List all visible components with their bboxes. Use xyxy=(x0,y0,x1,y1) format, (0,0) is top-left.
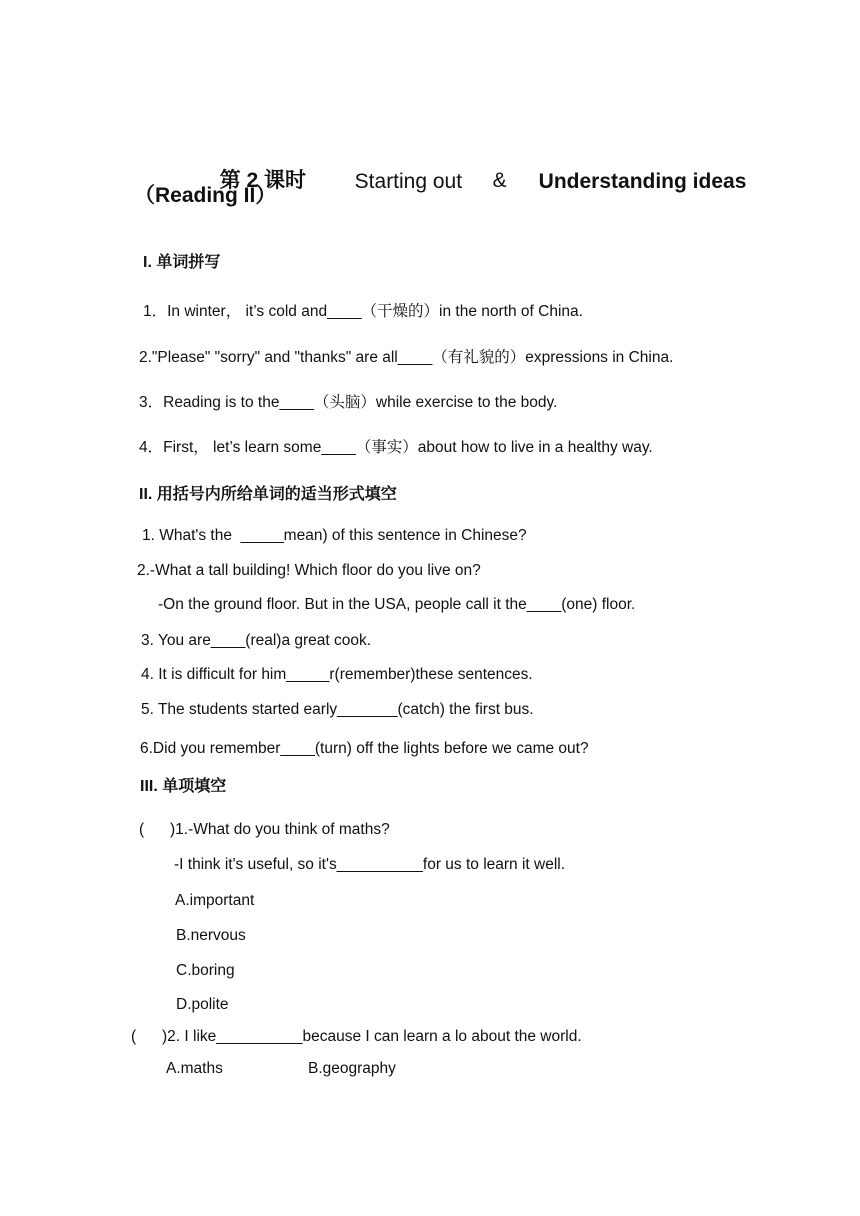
section2-heading: II. 用括号内所给单词的适当形式填空 xyxy=(139,486,397,503)
question-1-option-d: D.polite xyxy=(176,996,229,1013)
section2-item-4: 4. It is difficult for him_____r(remember)these sentences. xyxy=(141,666,533,683)
question-2-option-a: A.maths xyxy=(166,1060,223,1077)
section3-heading: III. 单项填空 xyxy=(140,778,227,795)
title-part1: Starting out xyxy=(354,170,463,193)
section2-item-5: 5. The students started early_______(catch) the first bus. xyxy=(141,701,534,718)
lesson-label: 第 2 课时 xyxy=(219,169,307,192)
section2-item-2: 2.-What a tall building! Which floor do you live on? xyxy=(137,562,481,579)
title-subtitle: （Reading II） xyxy=(134,184,277,207)
section2-item-3: 3. You are____(real)a great cook. xyxy=(141,632,372,649)
question-1-option-b: B.nervous xyxy=(176,927,246,944)
section1-item-4: 4．First， let’s learn some____（事实）about how to live in a healthy way. xyxy=(139,439,653,456)
question-2-option-b: B.geography xyxy=(308,1060,396,1077)
question-2-stem: ( )2. I like__________because I can learn a lo about the world. xyxy=(131,1028,582,1045)
question-1-stem: ( )1.-What do you think of maths? xyxy=(139,821,390,838)
title-part2: Understanding ideas xyxy=(538,170,747,193)
section2-item-2-answer: -On the ground floor. But in the USA, people call it the____(one) floor. xyxy=(158,596,636,613)
question-1-option-a: A.important xyxy=(175,892,255,909)
section1-item-2: 2."Please" "sorry" and "thanks" are all____（有礼貌的）expressions in China. xyxy=(139,349,674,366)
section1-item-3: 3．Reading is to the____（头脑）while exercise to the body. xyxy=(139,394,558,411)
section1-heading: I. 单词拼写 xyxy=(143,254,221,271)
section1-item-1: 1．In winter， it’s cold and____（干燥的）in the north of China. xyxy=(143,303,583,320)
section2-item-6: 6.Did you remember____(turn) off the lights before we came out? xyxy=(140,740,589,757)
question-1-option-c: C.boring xyxy=(176,962,235,979)
title-ampersand: & xyxy=(492,169,507,192)
question-1-line2: -I think it's useful, so it's__________for us to learn it well. xyxy=(174,856,566,873)
section2-item-1: 1. What's the _____mean) of this sentence in Chinese? xyxy=(142,527,527,544)
